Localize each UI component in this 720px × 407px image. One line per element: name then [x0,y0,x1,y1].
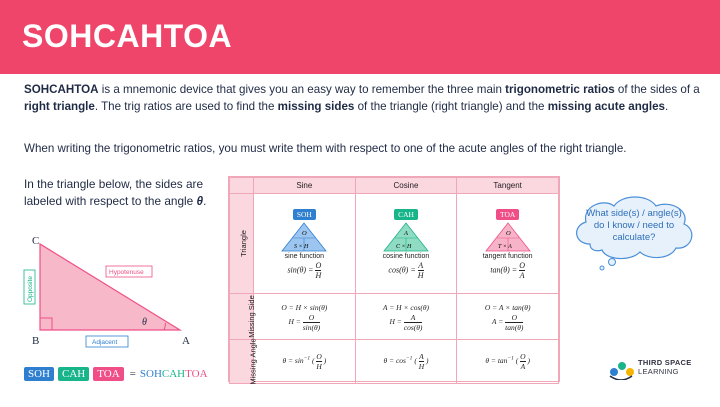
theta-symbol: θ [196,194,204,208]
sine-ratio-den: H [315,271,322,280]
sine-ratio [254,261,355,280]
row-head-missing-side-label: Missing Side [246,295,256,338]
cosine-side2-den: cos(θ) [403,322,423,332]
tangent-angle-formula: $\theta = \tan^{-1}$ ( $\frac{O}{A}$ ) [485,352,530,371]
cah-top: A [403,230,408,237]
cah-bottom: C × H [395,244,412,250]
cosine-ratio [356,261,457,280]
cosine-angle-den: H [418,362,425,371]
cosine-function-label: cosine function [382,253,430,260]
cosine-missing-side-cell [355,294,457,340]
header-sine: Sine [254,178,356,194]
trig-ratios-table [228,176,560,385]
triangle-note [24,176,209,210]
intro-paragraph-2: When writing the trigonometric ratios, you must write them with respect to one of the acute angles of the right triangle. [24,142,627,155]
legend-word [140,368,208,380]
triangle-note-end: . [203,194,207,208]
tangent-ratio [457,261,558,280]
cosine-side2-num: A [404,313,423,323]
cah-triangle [383,222,429,252]
intro-text-2: of the sides of a [614,83,700,96]
angle-theta-label: θ [142,317,147,328]
adjacent-label: Adjacent [92,339,118,346]
legend-word-cah: CAH [161,367,186,380]
header-bar [0,0,720,74]
intro-text-1: is a mnemonic device that gives you an easy way to remember the three main [98,83,506,96]
sine-angle-formula: $\theta = \sin^{-1}$ ( $\frac{O}{H}$ ) [282,352,327,371]
tangent-ratio-num: O [519,261,525,270]
intro-text-5: . [664,99,669,113]
sine-angle-lhs: θ = sin [282,356,304,366]
labeled-right-triangle [20,232,220,352]
third-space-learning-logo [606,352,710,382]
tangent-ratio-den: A [519,271,525,280]
tangent-triangle-cell [457,194,559,294]
logo-line-1: THIRD SPACE [638,358,692,367]
sine-function-label: sine function [284,253,324,260]
sine-side2-lhs: H = [288,316,301,326]
soh-chip: SOH [24,367,54,381]
table-corner [230,178,254,194]
intro-bold-ratios: trigonometric ratios [505,83,615,96]
tangent-side-formula-1: O = A × tan(θ) [484,302,531,312]
intro-bold-missing-sides: missing sides [277,99,355,113]
row-head-triangle-label: Triangle [238,230,248,257]
cosine-angle-formula: $\theta = \cos^{-1}$ ( $\frac{A}{H}$ ) [383,352,429,371]
header-tangent: Tangent [457,178,559,194]
intro-text-3: . The trig ratios are used to find the [94,99,278,113]
vertex-c-label: C [32,235,40,247]
cosine-side2-lhs: H = [389,316,402,326]
tangent-side-formula-2 [457,313,558,332]
thought-cloud-text: What side(s) / angle(s) do I know / need to calculate? [586,208,682,243]
soh-badge: SOH [293,209,316,220]
tangent-angle-num: O [520,352,526,361]
cosine-triangle-cell [355,194,457,294]
sine-side2-num: O [303,313,320,323]
cosine-ratio-num: A [418,261,424,270]
legend-word-soh: SOH [139,367,162,380]
sine-ratio-num: O [315,261,322,270]
sine-angle-den: H [316,362,322,371]
cosine-angle-lhs: θ = cos [383,356,406,366]
sine-missing-side-cell [254,294,356,340]
sine-side-formula-1: O = H × sin(θ) [281,302,328,312]
cosine-ratio-lhs: cos(θ) = [388,265,416,275]
triangle-shape [40,244,180,330]
toa-top: O [505,230,511,237]
logo-mark [606,352,636,380]
toa-chip: TOA [93,367,123,381]
cosine-ratio-den: H [417,271,424,280]
logo-line-2: LEARNING [638,367,679,376]
vertex-b-label: B [32,335,40,347]
sine-angle-num: O [316,352,322,361]
tangent-missing-angle-cell [457,340,559,384]
cah-badge: CAH [394,209,418,220]
intro-text-4: of the triangle (right triangle) and the [354,99,548,113]
cah-chip: CAH [58,367,89,381]
intro-paragraph [24,82,704,115]
logo-text [638,358,692,376]
tangent-angle-den: A [520,362,526,371]
tangent-missing-side-cell [457,294,559,340]
tangent-side2-num: O [505,313,523,323]
sine-side2-den: sin(θ) [302,322,321,332]
sine-triangle-cell [254,194,356,294]
legend-word-toa: TOA [185,367,208,380]
cosine-inverse-exp: −1 [405,355,413,362]
header-cosine: Cosine [355,178,457,194]
tangent-inverse-exp: −1 [507,355,514,362]
intro-bold-right-triangle: right triangle [24,99,95,113]
sine-missing-angle-cell [254,340,356,384]
row-head-missing-side [230,294,254,340]
row-head-missing-angle-label: Missing Angle [248,338,258,385]
tangent-function-label: tangent function [482,253,533,260]
cosine-side-formula-2 [356,313,457,332]
soh-triangle [281,222,327,252]
cosine-missing-angle-cell [355,340,457,384]
sine-ratio-lhs: sin(θ) = [287,265,314,275]
intro-term: SOHCAHTOA [24,83,99,96]
sohcahtoa-legend [24,365,208,382]
triangle-note-text: In the triangle below, the sides are labeled with respect to the angle [24,177,204,208]
cosine-angle-num: A [419,352,424,361]
tangent-ratio-lhs: tan(θ) = [490,265,518,275]
intro-bold-missing-angles: missing acute angles [547,99,665,113]
toa-bottom: T × A [497,244,512,250]
sine-inverse-exp: −1 [303,355,311,362]
opposite-label: Opposite [27,275,34,302]
soh-top: O [302,230,308,237]
tangent-side2-den: tan(θ) [505,322,524,332]
soh-bottom: S × H [294,244,309,250]
vertex-a-label: A [182,335,190,347]
tangent-side2-lhs: A = [491,316,504,326]
row-head-triangle [230,194,254,294]
tangent-angle-lhs: θ = tan [485,356,508,366]
hypotenuse-label: Hypotenuse [109,269,144,276]
cosine-side-formula-1: A = H × cos(θ) [382,302,430,312]
row-head-missing-angle [230,338,258,385]
toa-triangle [485,222,531,252]
page-title: SOHCAHTOA [22,18,233,54]
sine-side-formula-2 [254,313,355,332]
legend-equals: = [129,367,136,380]
toa-badge: TOA [496,209,519,220]
